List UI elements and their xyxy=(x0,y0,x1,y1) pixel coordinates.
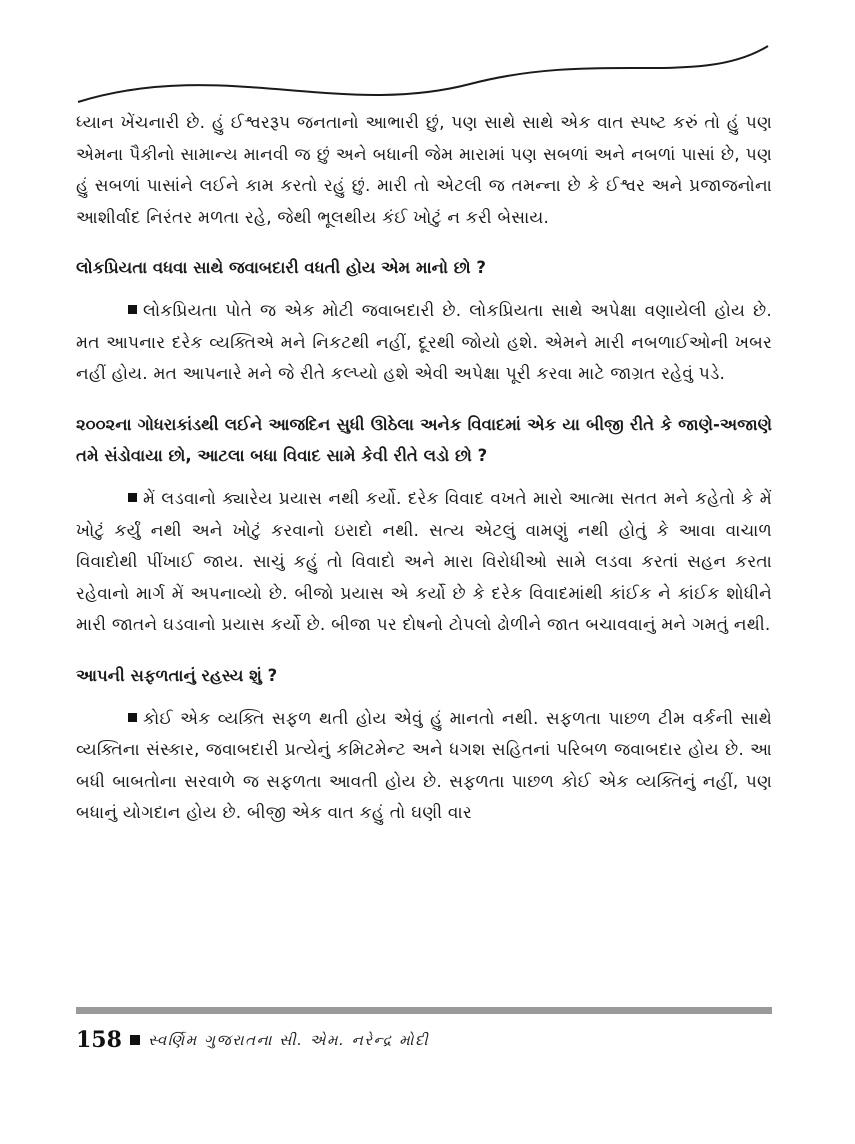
answer-paragraph-controversies xyxy=(76,484,772,642)
page-content xyxy=(76,108,772,830)
paragraph-intro-continuation: ધ્યાન ખેંચનારી છે. હું ઈશ્વરરૂપ જનતાનો આભારી છું, પણ સાથે સાથે એક વાત સ્પષ્ટ કરું તો હું પણ એમના પૈકીનો સામાન્ય માનવી જ છું અને બધાની જેમ મારામાં પણ સબળાં અને નબળાં પાસાં છે, પણ હું સબળાં પાસાંને લઈને કામ કરતો રહું છું. મારી તો એટલી જ તમન્ના છે કે ઈશ્વર અને પ્રજાજનોના આશીર્વાદ નિરંતર મળતા રહે, જેથી ભૂલથીય કંઈ ખોટું ન કરી બેસાય. xyxy=(76,113,772,228)
question-heading-controversies: ૨૦૦૨ના ગોધરાકાંડથી લઈને આજદિન સુધી ઊઠેલા અનેક વિવાદમાં એક યા બીજી રીતે કે જાણે-અજાણે તમે સંડોવાયા છો, આટલા બધા વિવાદ સામે કેવી રીતે લડો છો ? xyxy=(76,414,772,466)
square-bullet-icon xyxy=(128,713,137,722)
question-heading-popularity: લોકપ્રિયતા વધવા સાથે જવાબદારી વધતી હોય એમ માનો છો ? xyxy=(76,258,486,278)
question-heading-success: આપની સફળતાનું રહસ્ય શું ? xyxy=(76,665,278,685)
answer-paragraph-success xyxy=(76,704,772,830)
answer-paragraph-popularity xyxy=(76,296,772,391)
page-number: 158 xyxy=(76,1027,122,1053)
square-bullet-icon xyxy=(128,305,137,314)
square-bullet-icon xyxy=(128,493,137,502)
answer-text: મેં લડવાનો ક્યારેય પ્રયાસ નથી કર્યો. દરેક વિવાદ વખતે મારો આત્મા સતત મને કહેતો કે મેં ખોટું કર્યું નથી અને ખોટું કરવાનો ઇરાદો નથી. સત્ય એટલું વામણું નથી હોતું કે આવા વાચાળ વિવાદોથી પીંખાઈ જાય. સાચું કહું તો વિવાદો અને મારા વિરોધીઓ સામે લડવા કરતાં સહન કરતા રહેવાનો માર્ગ મેં અપનાવ્યો છે. બીજો પ્રયાસ એ કર્યો છે કે દરેક વિવાદમાંથી કાંઈક ને કાંઈક શોધીને મારી જાતને ઘડવાનો પ્રયાસ કર્યો છે. બીજા પર દોષનો ટોપલો ઢોળીને જાત બચાવવાનું મને ગમતું નથી. xyxy=(76,488,772,636)
answer-text: કોઈ એક વ્યક્તિ સફળ થતી હોય એવું હું માનતો નથી. સફળતા પાછળ ટીમ વર્કની સાથે વ્યક્તિના સંસ્કાર, જવાબદારી પ્રત્યેનું કમિટમેન્ટ અને ધગશ સહિતનાં પરિબળ જવાબદાર હોય છે. આ બધી બાબતોના સરવાળે જ સફળતા આવતી હોય છે. સફળતા પાછળ કોઈ એક વ્યક્તિનું નહીં, પણ બધાનું યોગદાન હોય છે. બીજી એક વાત કહું તો ઘણી વાર xyxy=(76,708,772,824)
footer-divider xyxy=(76,1007,772,1014)
square-bullet-icon xyxy=(130,1035,140,1045)
page-footer xyxy=(76,1026,429,1054)
decorative-swoosh xyxy=(0,0,855,110)
answer-text: લોકપ્રિયતા પોતે જ એક મોટી જવાબદારી છે. લોકપ્રિયતા સાથે અપેક્ષા વણાયેલી હોય છે. મત આપનાર દરેક વ્યક્તિએ મને નિકટથી નહીં, દૂરથી જોયો હશે. એમને મારી નબળાઈઓની ખબર નહીં હોય. મત આપનારે મને જે રીતે કલ્પ્યો હશે એવી અપેક્ષા પૂરી કરવા માટે જાગ્રત રહેવું પડે. xyxy=(76,300,772,385)
book-title: સ્વર્ણિમ ગુજરાતના સી. એમ. નરેન્દ્ર મોદી xyxy=(147,1031,430,1049)
